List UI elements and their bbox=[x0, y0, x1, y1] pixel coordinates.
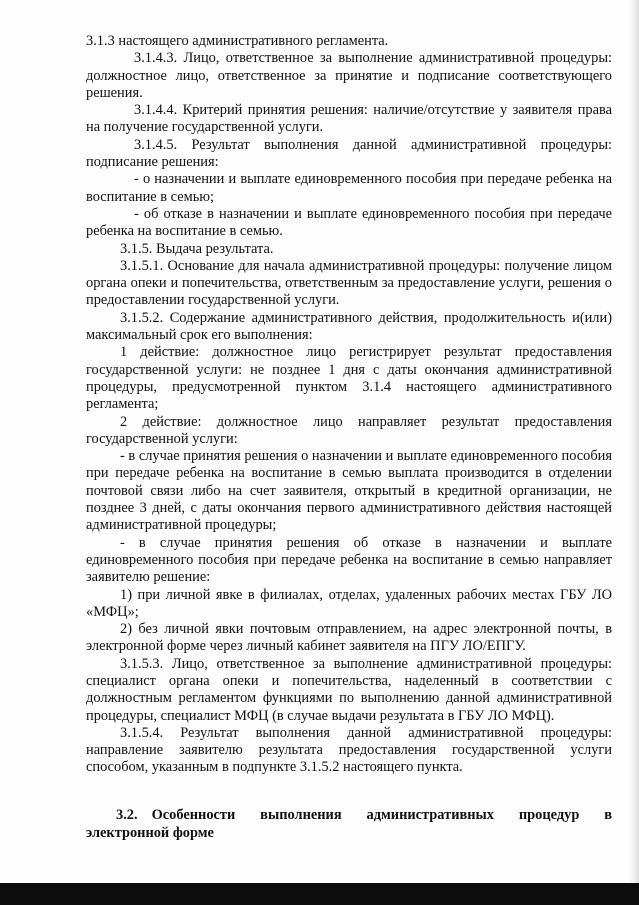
paragraph: 3.1.5.4. Результат выполнения данной административной процедуры: направление заявителю результата предоставления государственной услуги способом, указанным в подпункте 3.1.5.2 настоящего пункта. bbox=[86, 724, 612, 776]
paragraph: - о назначении и выплате единовременного пособия при передаче ребенка на воспитание в семью; bbox=[86, 171, 612, 205]
paragraph: 3.1.5.1. Основание для начала административной процедуры: получение лицом органа опеки и попечительства, ответственным за предоставление услуги, решения о предоставлении государственной услуги. bbox=[86, 257, 612, 309]
paragraph: - в случае принятия решения о назначении и выплате единовременного пособия при передаче ребенка на воспитание в семью выплата производится в отделении почтовой связи либо на счет заявителя, открытый в кредитной организации, не позднее 3 дней, с даты окончания первого административного действия настоящей административной процедуры; bbox=[86, 448, 612, 534]
scan-bottom-border bbox=[0, 883, 639, 905]
paragraph: - в случае принятия решения об отказе в назначении и выплате единовременного пособия при передаче ребенка на воспитание в семью направляет заявителю решение: bbox=[86, 534, 612, 586]
paragraph: 2) без личной явки почтовым отправлением, на адрес электронной почты, в электронной форме через личный кабинет заявителя на ПГУ ЛО/ЕПГУ. bbox=[86, 621, 612, 655]
paragraph: 3.1.4.3. Лицо, ответственное за выполнение административной процедуры: должностное лицо, ответственное за принятие и подписание соответствующего решения. bbox=[86, 50, 612, 101]
section-number: 3.2. bbox=[116, 806, 138, 823]
paragraph: 3.1.5. Выдача результата. bbox=[120, 240, 274, 257]
section-heading bbox=[86, 806, 612, 842]
paragraph: - об отказе в назначении и выплате единовременного пособия при передаче ребенка на воспитание в семью. bbox=[86, 205, 612, 240]
scan-edge-shadow bbox=[627, 0, 639, 883]
paragraph: 1 действие: должностное лицо регистрирует результат предоставления государственной услуги: не позднее 1 дня с даты окончания административной процедуры, предусмотренной пунктом 3.1.4 настоящего административного регламента; bbox=[86, 344, 612, 413]
paragraph: 3.1.4.5. Результат выполнения данной административной процедуры: подписание решения: bbox=[86, 136, 612, 171]
paragraph: 3.1.4.4. Критерий принятия решения: наличие/отсутствие у заявителя права на получение государственной услуги. bbox=[86, 102, 612, 136]
paragraph: 3.1.3 настоящего административного регламента. bbox=[86, 33, 389, 49]
section-title: Особенности выполнения административных процедур в электронной форме bbox=[86, 806, 612, 841]
document-body bbox=[86, 33, 612, 842]
paragraph: 1) при личной явке в филиалах, отделах, удаленных рабочих местах ГБУ ЛО «МФЦ»; bbox=[86, 586, 612, 620]
paragraph: 3.1.5.2. Содержание административного действия, продолжительность и(или) максимальный срок его выполнения: bbox=[86, 309, 612, 344]
paragraph: 2 действие: должностное лицо направляет результат предоставления государственной услуги: bbox=[86, 413, 612, 447]
paragraph: 3.1.5.3. Лицо, ответственное за выполнение административной процедуры: специалист органа опеки и попечительства, наделенный в соответствии с должностным регламентом функциями по выполнению данной административной процедуры, специалист МФЦ (в случае выдачи результата в ГБУ ЛО МФЦ). bbox=[86, 655, 612, 724]
